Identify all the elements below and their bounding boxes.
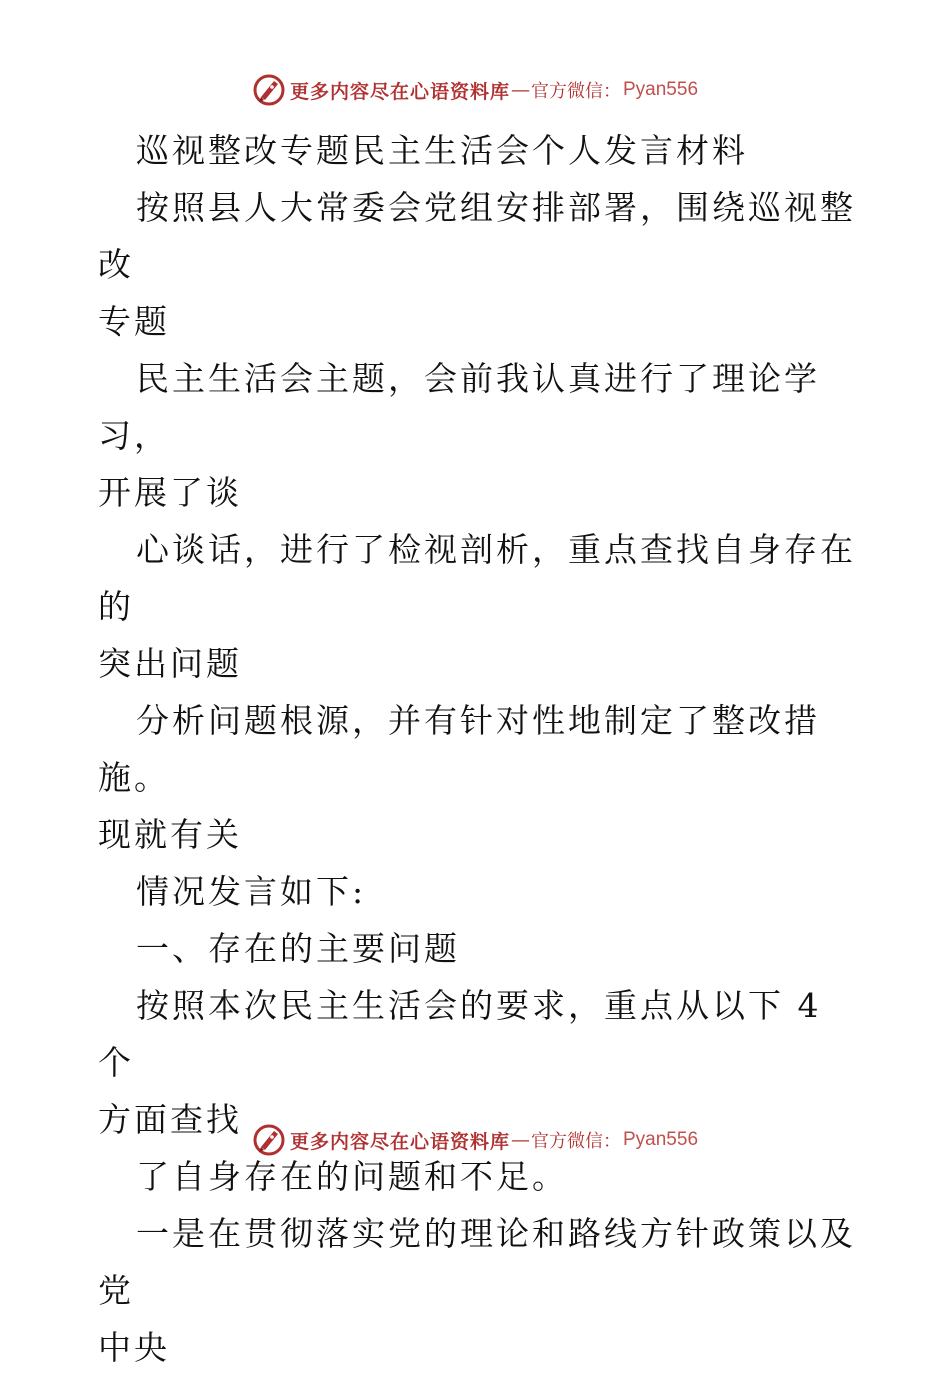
paragraph-line: 现就有关 <box>98 815 242 854</box>
paragraph-line: 一是在贯彻落实党的理论和路线方针政策以及党 <box>98 1214 856 1310</box>
paragraph-line: 专题 <box>98 302 170 341</box>
watermark-wechat-id: Pyan556 <box>623 1129 699 1150</box>
watermark-wechat-id: Pyan556 <box>623 79 699 100</box>
pen-logo-icon <box>252 1123 286 1157</box>
pen-logo-icon <box>252 73 286 107</box>
paragraph-line: 了自身存在的问题和不足。 <box>136 1157 568 1196</box>
paragraph-line: 情况发言如下: <box>136 872 367 911</box>
section-heading: 一、存在的主要问题 <box>136 929 460 968</box>
footer-watermark <box>0 1120 950 1160</box>
header-watermark <box>0 70 950 110</box>
watermark-separator: — <box>511 79 530 101</box>
paragraph-line: 方面查找 <box>98 1100 242 1139</box>
watermark-separator: — <box>511 1129 530 1151</box>
paragraph-line: 按照县人大常委会党组安排部署，围绕巡视整改 <box>98 188 856 284</box>
paragraph-line: 民主生活会主题，会前我认真进行了理论学习， <box>98 359 820 455</box>
paragraph-line: 按照本次民主生活会的要求，重点从以下 4 个 <box>98 986 822 1082</box>
paragraph-line: 突出问题 <box>98 644 242 683</box>
watermark-brand: 更多内容尽在心语资料库 <box>289 80 510 103</box>
document-body <box>98 122 858 1376</box>
paragraph-line: 分析问题根源，并有针对性地制定了整改措施。 <box>98 701 820 797</box>
watermark-wechat-label: 官方微信： <box>531 1131 621 1152</box>
paragraph-line: 中央 <box>98 1328 170 1367</box>
document-title: 巡视整改专题民主生活会个人发言材料 <box>136 131 748 170</box>
paragraph-line: 开展了谈 <box>98 473 242 512</box>
watermark-wechat-label: 官方微信： <box>531 81 621 102</box>
paragraph-line: 心谈话，进行了检视剖析，重点查找自身存在的 <box>98 530 856 626</box>
watermark-brand: 更多内容尽在心语资料库 <box>289 1130 510 1153</box>
